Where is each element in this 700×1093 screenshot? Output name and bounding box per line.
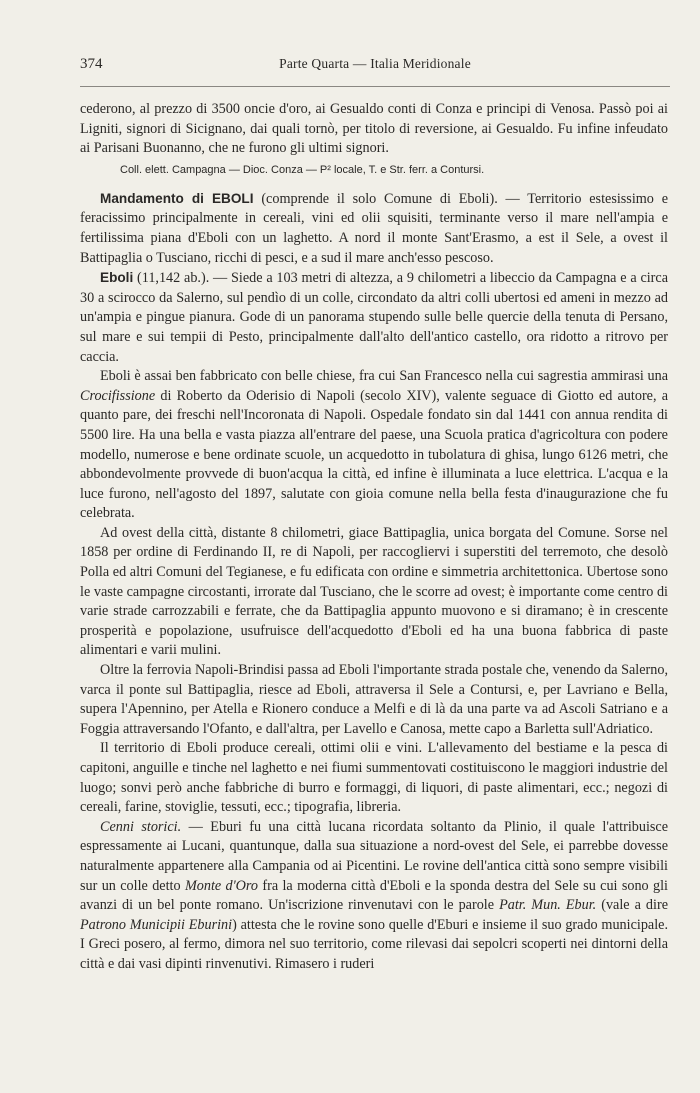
- paragraph-churches: [80, 367, 668, 524]
- italic-inscription-expansion: Patrono Municipii Eburini: [80, 916, 233, 933]
- paragraph-text: ) attesta che le rovine sono quelle d'Eburi e insieme il suo grado municipale. I Greci posero, al fermo, dimora nel suo territorio, come rilevasi dai sepolcri scoperti nei dintorni della città e dai vasi dipinti rinvenutivi. Rimasero i ruderi: [80, 916, 669, 972]
- page-number: 374: [80, 56, 103, 72]
- paragraph-text: (11,142 ab.). — Siede a 103 metri di altezza, a 9 chilometri a libeccio da Campagna e a circa 30 a scirocco da Salerno, sul pendìo di un colle, circondato da altri colli ubertosi ed ameni in mezzo ad un'ampia e pingue pianura. Gode di un panorama stupendo sulle belle quercie della tenuta di Persano, sul mare e sui tempii di Pesto, principalmente dall'alto dell'antico castello, ora ridotto a ritrovo per caccia.: [80, 270, 668, 365]
- page-header: [80, 56, 670, 78]
- section-heading-eboli: Eboli: [100, 270, 134, 286]
- italic-place-name: Monte d'Oro: [184, 877, 259, 894]
- running-title: Parte Quarta — Italia Meridionale: [279, 56, 471, 71]
- italic-term: Crocifissione: [80, 387, 156, 404]
- paragraph-text: Eboli è assai ben fabbricato con belle chiese, fra cui San Francesco nella cui sagrestia ammirasi una: [100, 368, 668, 385]
- paragraph-battipaglia: Ad ovest della città, distante 8 chilometri, giace Battipaglia, unica borgata del Comune. Sorse nel 1858 per ordine di Ferdinando II, re di Napoli, per raccogliervi i superstiti del terremoto, che desolò Polla ed altri Comuni del Tegianese, e fu edificata con ordine e simmetria architettonica. Ubertose sono le vaste campagne circostanti, irrorate dal Tusciano, che le scorre ad ovest; è importante come centro di varie strade carrozzabili e ferrate, che da Battipaglia appunto muovono e si diramano; è in crescente prosperità e popolazione, usufruisce dell'acquedotto d'Eboli ed ha una buona fabbrica di paste alimentari e varii mulini.: [80, 524, 668, 659]
- italic-heading-history: Cenni storici.: [100, 818, 182, 835]
- header-rule: [80, 86, 670, 87]
- section-heading-mandamento: Mandamento di EBOLI: [100, 190, 254, 206]
- italic-inscription: Patr. Mun. Ebur.: [499, 897, 597, 914]
- administrative-note: Coll. elett. Campagna — Dioc. Conza — P² locale, T. e Str. ferr. a Contursi.: [120, 163, 485, 176]
- paragraph-text: fra la moderna città d'Eboli e la sponda destra del Sele su cui sono gli avanzi di un bel ponte romano. Un'iscrizione rinvenutavi con le parole: [80, 877, 668, 914]
- paragraph-territory: Il territorio di Eboli produce cereali, ottimi olii e vini. L'allevamento del bestiame e la pesca di capitoni, anguille e tinche nel laghetto e nei fiumi summentovati costituiscono le maggiori industrie del luogo; sonvi però anche fabbriche di burro e formaggi, di liquori, di paste alimentari, ecc.; negozi di cereali, farine, stoviglie, tessuti, ecc.; tipografia, libreria.: [80, 740, 668, 816]
- paragraph-roads: Oltre la ferrovia Napoli-Brindisi passa ad Eboli l'importante strada postale che, venendo da Salerno, varca il ponte sul Battipaglia, riesce ad Eboli, attraversa il Sele a Contursi, e, per Lavriano e Bella, supera l'Apennino, per Atella e Rionero conduce a Melfi e di là da una parte va ad Ascoli Satriano e a Foggia attraversando l'Ofanto, e dall'altra, per Lavello e Canosa, mette capo a Barletta sull'Adriatico.: [80, 662, 668, 737]
- paragraph-text: (vale a dire: [596, 897, 668, 914]
- paragraph-text: di Roberto da Oderisio di Napoli (secolo XIV), valente seguace di Giotto ed autore, a quanto pare, dei freschi nell'Incoronata di Napoli. Ospedale fondato sin dal 1441 con annua rendita di 5500 lire. Ha una bella e vasta piazza all'entrare del paese, una Scuola pratica d'agricoltura con podere modello, numerose e bene ordinate scuole, un acquedotto in tubolatura di ghisa, lungo 6126 metri, che abbondevolmente provvede di buon'acqua la città, ed infine è illuminata a luce elettrica. L'acqua e la luce furono, nell'agosto del 1897, salutate con gioia comune nella bella festa d'inaugurazione che fu celebrata.: [80, 387, 668, 522]
- paragraph-continuation: cederono, al prezzo di 3500 oncie d'oro, ai Gesualdo conti di Conza e principi di Venosa. Passò poi ai Ligniti, signori di Sicignano, dai quali tornò, per titolo di reversione, ai Gesualdo. Fu infine infeudato ai Parisani Buonanno, che ne furono gli ultimi signori.: [80, 101, 668, 157]
- page-body: [80, 100, 668, 975]
- paragraph-text: (comprende il solo Comune di Eboli). — Territorio estesissimo e feracissimo principalmente in cereali, vini ed olii squisiti, terminante verso il mare nell'ampia e fertilissima piana d'Eboli con un laghetto. A nord il monte Sant'Erasmo, a est il Sele, a ovest il Battipaglia o Tusciano, ricchi di pesci, e a sud il mare anch'esso pescoso.: [80, 190, 668, 266]
- paragraph-eboli: [80, 268, 668, 367]
- paragraph-history: [80, 818, 668, 975]
- paragraph-text: — Eburi fu una città lucana ricordata soltanto da Plinio, il quale l'attribuisce espressamente ai Lucani, quantunque, dalla sua situazione a nord-ovest del Sele, ei parrebbe dovesse naturalmente appartenere alla Campania od ai Picentini. Le rovine dell'antica città sono sempre visibili sur un colle detto: [80, 818, 669, 894]
- paragraph-mandamento: [80, 189, 668, 268]
